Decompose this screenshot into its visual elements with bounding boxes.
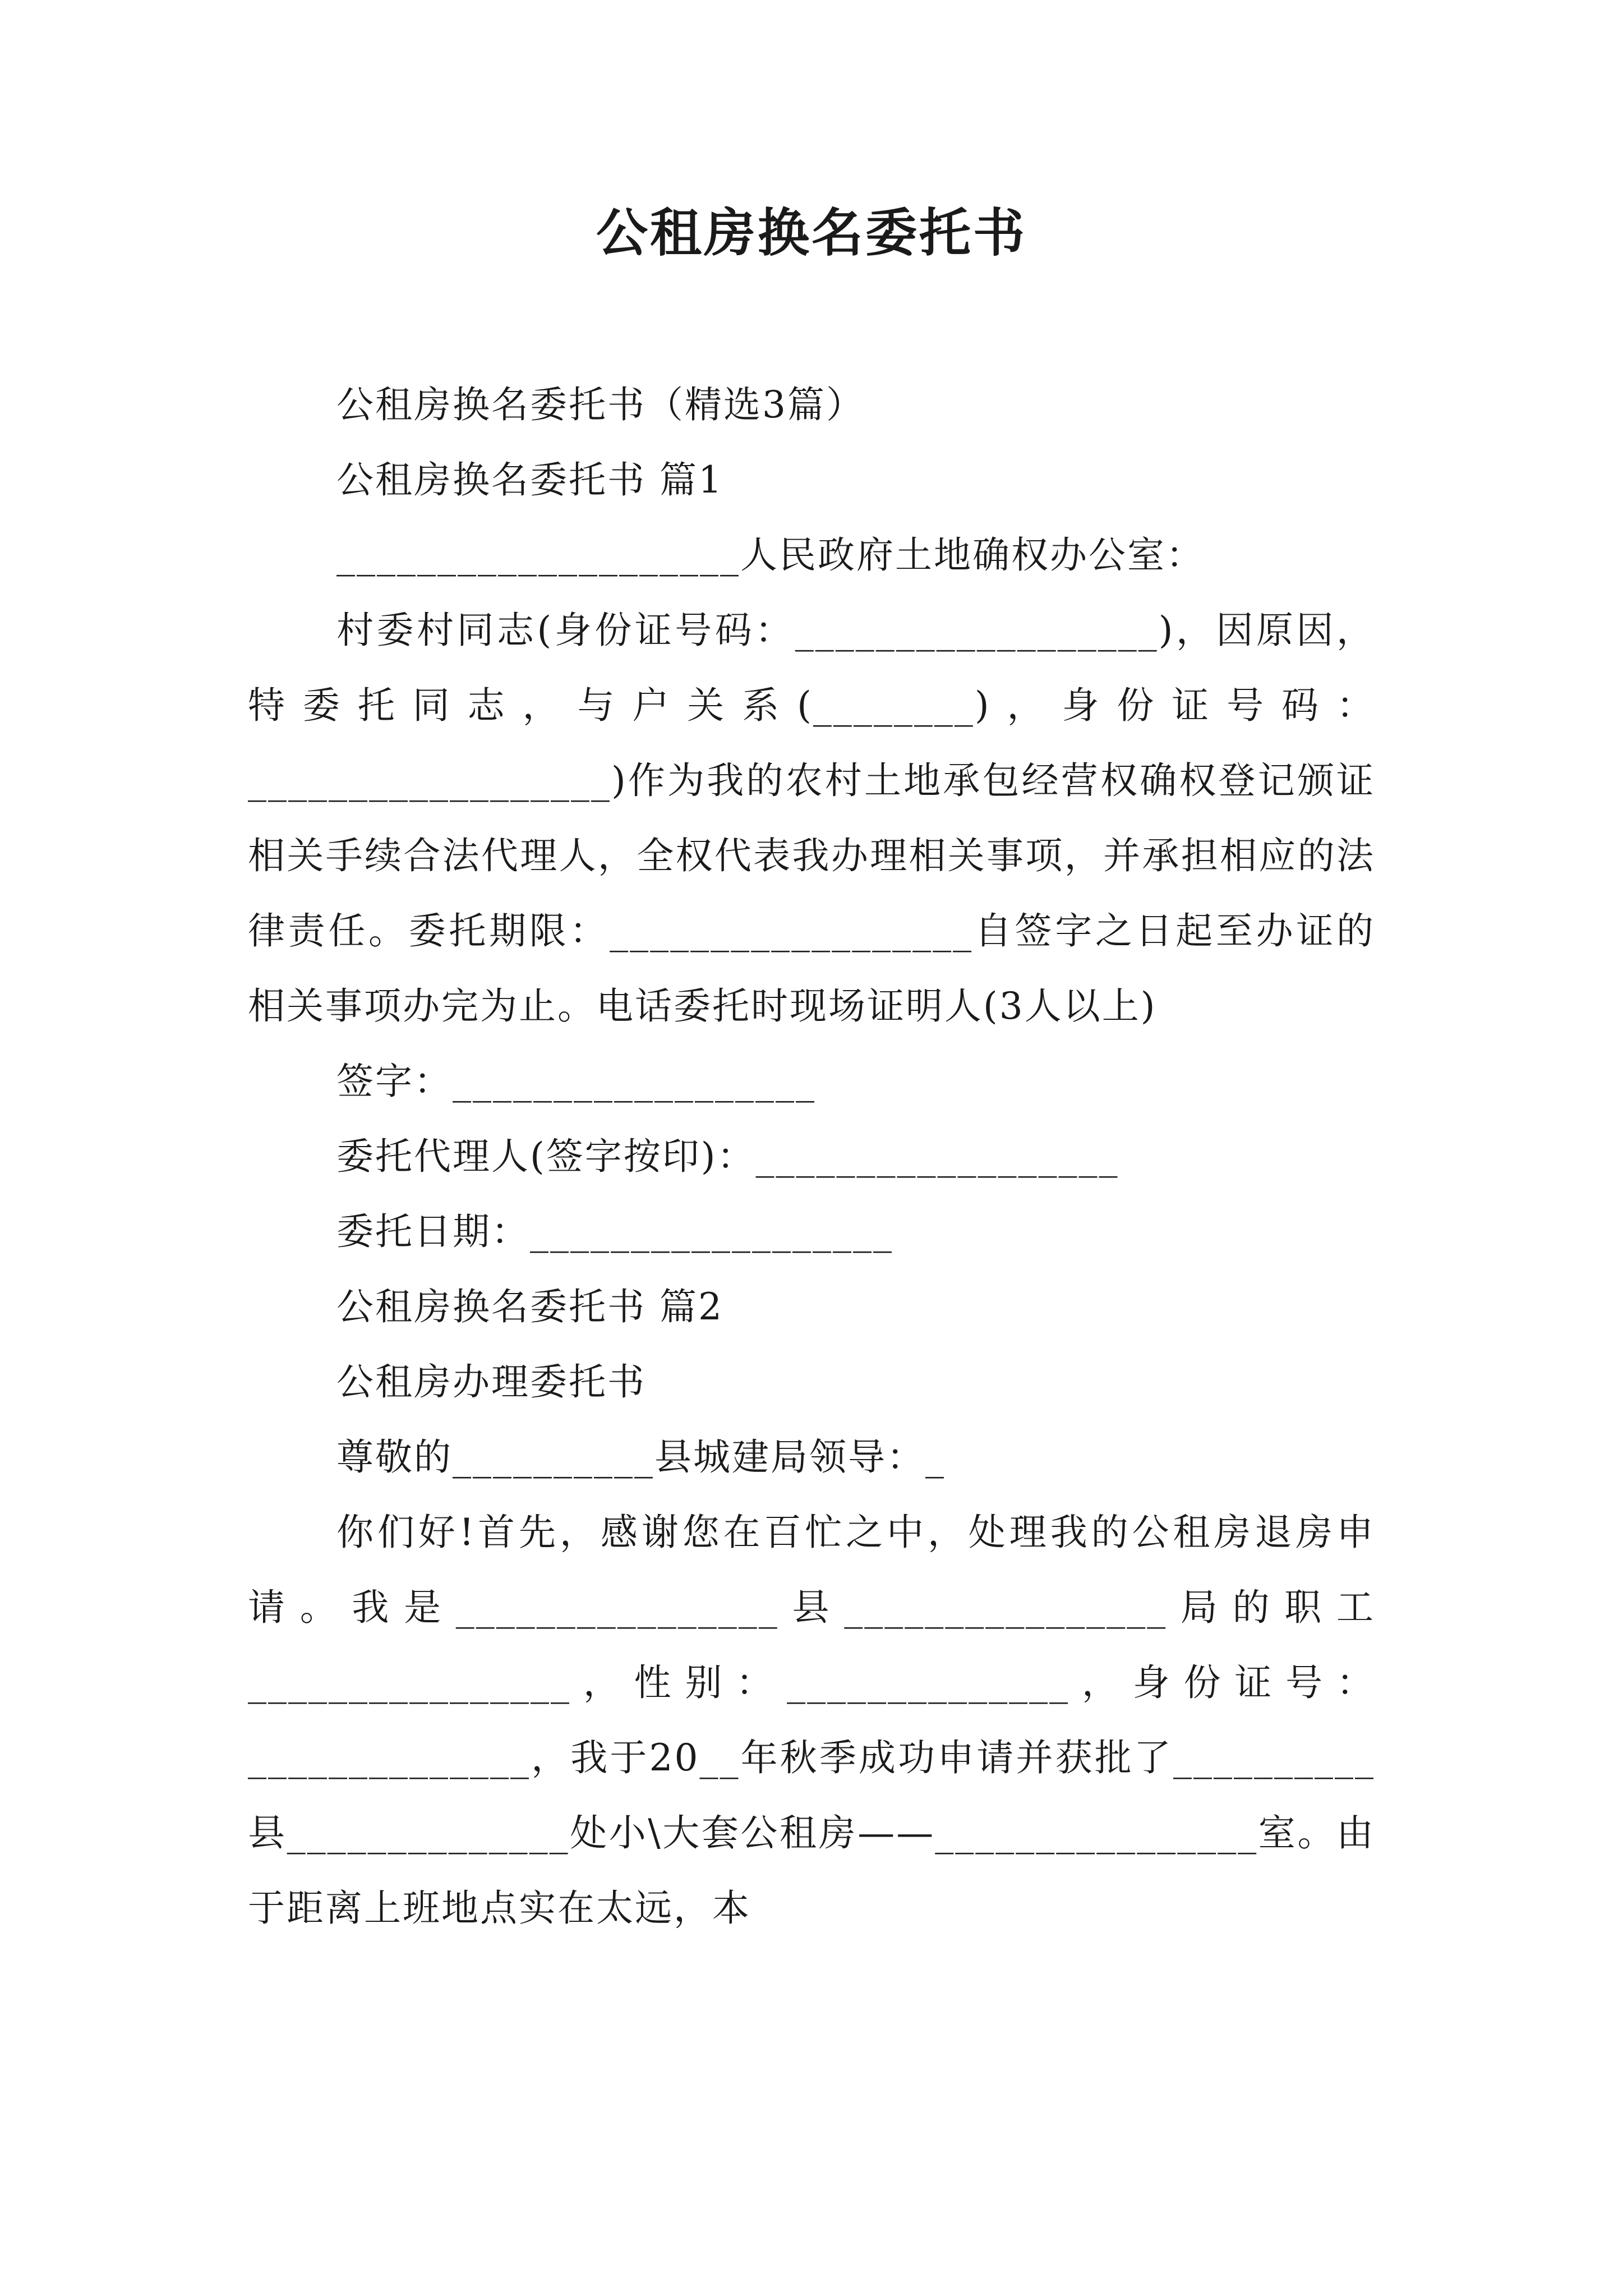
paragraph-letter-body: 你们好!首先，感谢您在百忙之中，处理我的公租房退房申请。我是________________县________________局的职工________________，性别：______________，身份证号：______________，我于20__年秋季成功申请并获批了__________县______________处小\大套公租房——________________室。由于距离上班地点实在太远，本 xyxy=(248,1511,1375,1930)
paragraph-salutation: 尊敬的__________县城建局领导：_ xyxy=(336,1435,946,1479)
document-body xyxy=(248,367,1375,1946)
paragraph-intro: 公租房换名委托书（精选3篇） xyxy=(336,383,865,426)
paragraph-section-1-heading: 公租房换名委托书 篇1 xyxy=(336,458,723,501)
paragraph-authorization-body: 村委村同志(身份证号码：__________________)，因原因，特委托同志，与户关系(________)，身份证号码：__________________)作为我的农村土地承包经营权确权登记颁证相关手续合法代理人，全权代表我办理相关事项，并承担相应的法律责任。委托期限：__________________自签字之日起至办证的相关事项办完为止。电话委托时现场证明人(3人以上) xyxy=(248,609,1375,1028)
paragraph-signature: 签字：__________________ xyxy=(336,1060,816,1103)
document-title: 公租房换名委托书 xyxy=(596,203,1027,263)
paragraph-addressee: ____________________人民政府土地确权办公室： xyxy=(336,533,1205,577)
paragraph-agent-signature: 委托代理人(签字按印)：__________________ xyxy=(336,1135,1119,1178)
paragraph-date: 委托日期：__________________ xyxy=(336,1210,893,1253)
paragraph-section-2-heading: 公租房换名委托书 篇2 xyxy=(336,1285,723,1328)
paragraph-subtitle: 公租房办理委托书 xyxy=(336,1360,646,1404)
